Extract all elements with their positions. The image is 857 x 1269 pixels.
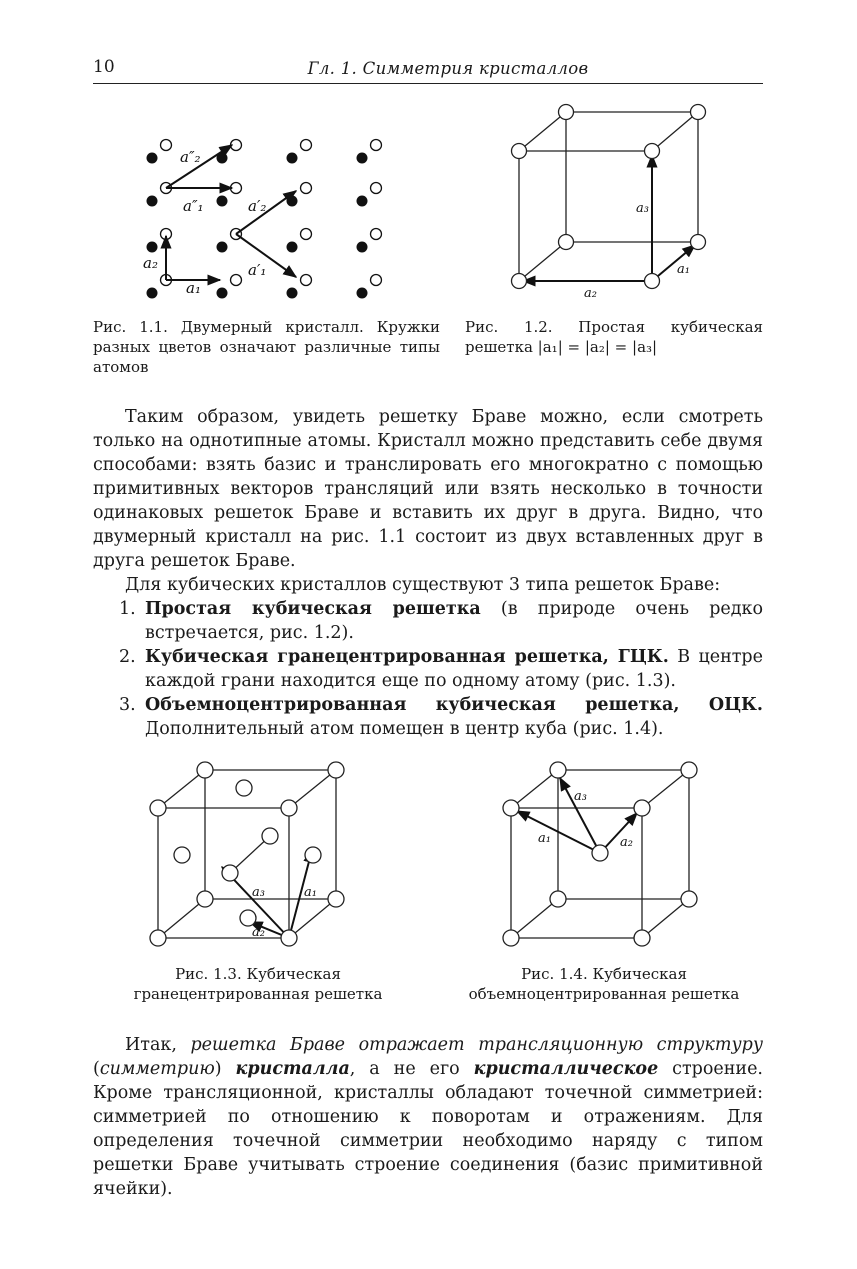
- light-atom: [371, 140, 382, 151]
- paragraph-1: Таким образом, увидеть решетку Браве можно, если смотреть только на однотипные атомы. Кристалл можно представить себе двумя способами: взять базис и транслировать его многократно с помощью примитивных векторов трансляций или взять несколько в точности одинаковых решеток Браве и вставить их друг в друга. Видно, что двумерный кристалл на рис. 1.1 состоит из двух вставленных друг в друга решеток Браве.: [93, 407, 763, 571]
- dark-atom: [217, 196, 228, 207]
- label-a3: a₃: [574, 789, 587, 804]
- figure-1-4: [495, 758, 705, 953]
- figure-1-3-caption: Рис. 1.3. Кубическая гранецентрированная решетка: [133, 965, 383, 1003]
- light-atom: [231, 140, 242, 151]
- label-a3: a₃: [636, 201, 649, 216]
- label-a2: a₂: [620, 835, 633, 850]
- light-atom: [301, 275, 312, 286]
- lattice-types-list: [93, 597, 763, 741]
- label-a2pp: a″₂: [180, 148, 201, 166]
- dark-atom: [357, 288, 368, 299]
- paragraph-2: Для кубических кристаллов существуют 3 типа решеток Браве:: [125, 575, 721, 595]
- dark-atom: [287, 242, 298, 253]
- figure-1-2: [505, 100, 715, 300]
- label-a1: a₁: [677, 262, 690, 277]
- light-atom: [371, 229, 382, 240]
- light-atom: [161, 140, 172, 151]
- cube-edges: [519, 112, 698, 281]
- list-item: 2. Кубическая гранецентрированная решетка, ГЦК. В центре каждой грани находится еще по одному атому (рис. 1.3).: [119, 647, 763, 691]
- light-atom: [231, 183, 242, 194]
- dark-atom: [147, 196, 158, 207]
- label-a2: a₂: [143, 254, 158, 272]
- dark-atom: [147, 153, 158, 164]
- light-atom: [371, 183, 382, 194]
- running-title: Гл. 1. Симметрия кристаллов: [307, 59, 589, 78]
- label-a1: a₁: [304, 885, 317, 900]
- light-atom: [301, 229, 312, 240]
- figure-1-3: [145, 758, 355, 953]
- figure-1-1-caption: Рис. 1.1. Двумерный кристалл. Кружки разных цветов означают различные типы атомов: [93, 318, 440, 376]
- page-header: [93, 57, 763, 84]
- dark-atom: [217, 242, 228, 253]
- light-atom: [301, 140, 312, 151]
- dark-atom: [357, 153, 368, 164]
- main-text: [93, 405, 763, 741]
- list-item: 3. Объемноцентрированная кубическая решетка, ОЦК. Дополнительный атом помещен в центр куба (рис. 1.4).: [119, 695, 763, 739]
- label-a2: a₂: [252, 925, 265, 940]
- dark-atom: [147, 242, 158, 253]
- dark-atom: [287, 153, 298, 164]
- dark-atom: [287, 288, 298, 299]
- label-a1pp: a″₁: [183, 197, 204, 215]
- figure-1-4-caption: Рис. 1.4. Кубическая объемноцентрированная решетка: [468, 965, 740, 1003]
- label-a1: a₁: [538, 831, 551, 846]
- dark-atom: [147, 288, 158, 299]
- label-a1p: a′₁: [248, 261, 267, 279]
- lattice-atoms: [150, 762, 344, 946]
- paragraph-3: Итак, решетка Браве отражает трансляционную структуру (симметрию) кристалла, а не его кристаллическое строение. Кроме трансляционной, кристаллы обладают точечной симметрией: симметрией по отношению к поворотам и отражениям. Для определения точечной симметрии необходимо наряду с типом решетки Браве учитывать строение соединения (базис примитивной ячейки).: [93, 1035, 763, 1199]
- label-a2p: a′₂: [248, 197, 267, 215]
- lattice-atoms: [503, 762, 697, 946]
- light-atom: [301, 183, 312, 194]
- list-item: 1. Простая кубическая решетка (в природе очень редко встречается, рис. 1.2).: [119, 599, 763, 643]
- label-a1: a₁: [186, 279, 201, 297]
- dark-atom: [357, 242, 368, 253]
- label-a3: a₃: [252, 885, 265, 900]
- light-atom: [231, 275, 242, 286]
- page-number: 10: [93, 57, 115, 77]
- final-text: [93, 1033, 763, 1201]
- figure-1-1: [140, 130, 390, 305]
- dark-atom: [217, 288, 228, 299]
- figure-1-2-caption: Рис. 1.2. Простая кубическая решетка |a₁| = |a₂| = |a₃|: [465, 318, 763, 356]
- dark-atom: [357, 196, 368, 207]
- label-a2: a₂: [584, 286, 597, 301]
- light-atom: [371, 275, 382, 286]
